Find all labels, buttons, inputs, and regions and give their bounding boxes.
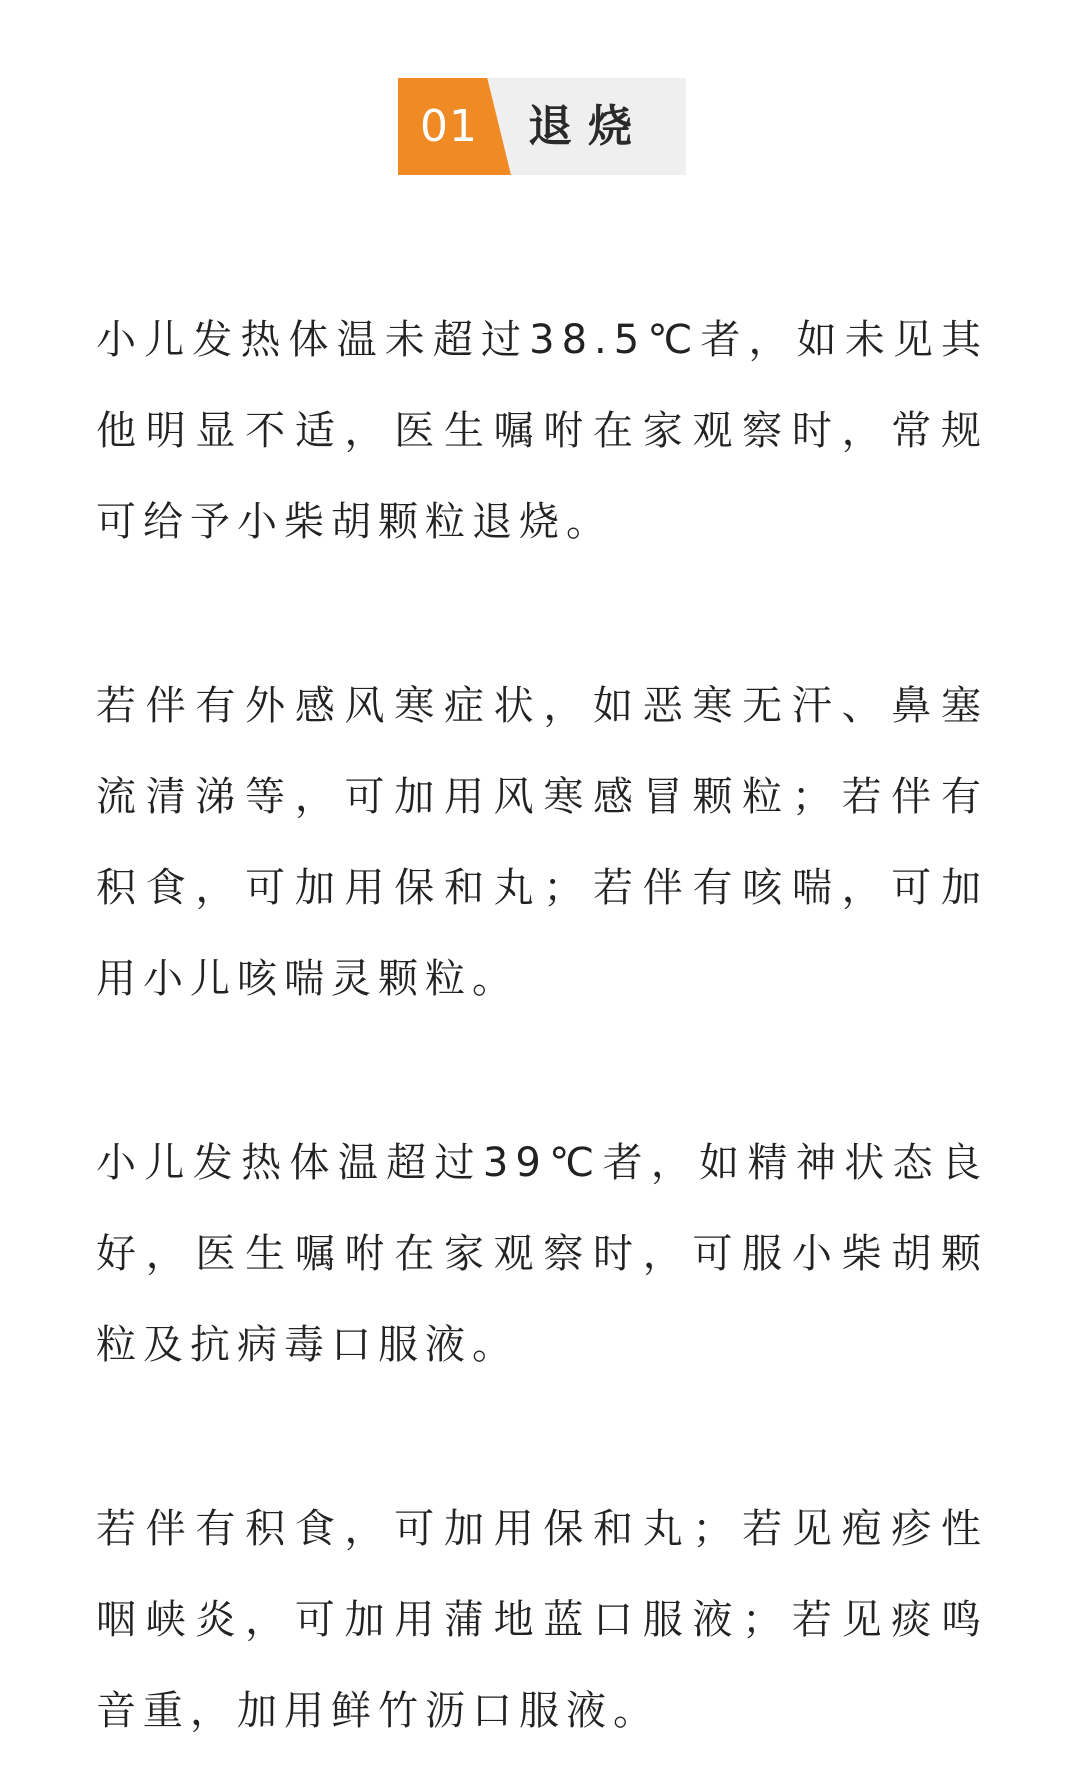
paragraph-3: 小儿发热体温超过39℃者，如精神状态良好，医生嘱咐在家观察时，可服小柴胡颗粒及抗病毒口服液。	[96, 1140, 988, 1368]
section-heading	[398, 78, 686, 175]
paragraph-2: 若伴有外感风寒症状，如恶寒无汗、鼻塞流清涕等，可加用风寒感冒颗粒；若伴有积食，可加用保和丸；若伴有咳喘，可加用小儿咳喘灵颗粒。	[96, 683, 988, 1002]
paragraph-1: 小儿发热体温未超过38.5℃者，如未见其他明显不适，医生嘱咐在家观察时，常规可给予小柴胡颗粒退烧。	[96, 317, 988, 545]
paragraph-4: 若伴有积食，可加用保和丸；若见疱疹性咽峡炎，可加用蒲地蓝口服液；若见痰鸣音重，加用鲜竹沥口服液。	[96, 1506, 988, 1734]
section-number: 01	[420, 101, 478, 152]
article-body	[96, 295, 988, 1757]
section-title: 退烧	[528, 101, 648, 152]
